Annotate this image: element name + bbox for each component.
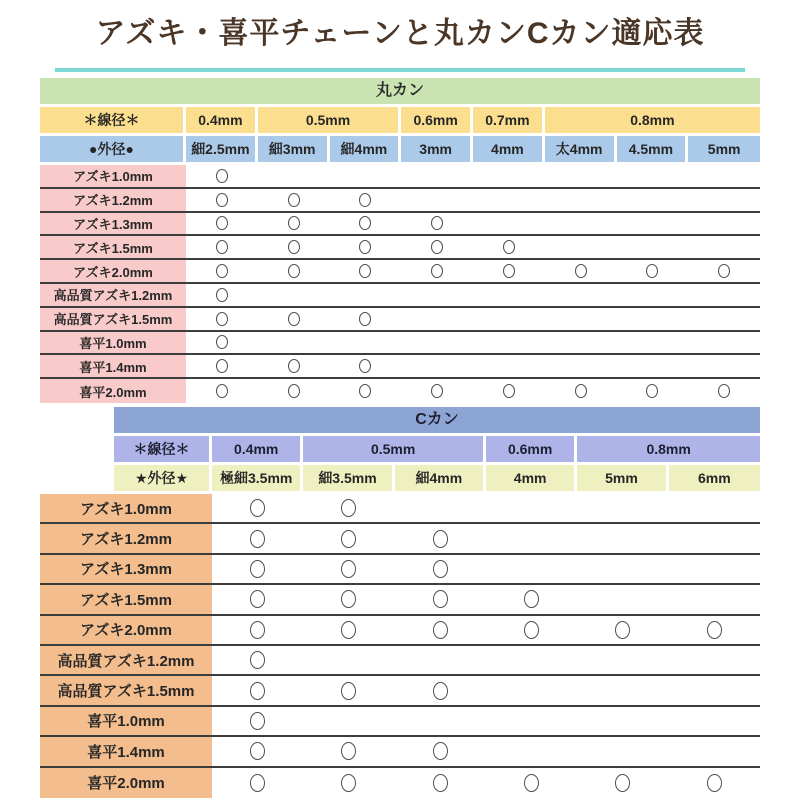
- compat-cell-1-0: [212, 524, 303, 552]
- compat-mark-circle: [250, 774, 265, 792]
- c-outer-diameter-cell-3: 4mm: [486, 465, 577, 491]
- compat-cell-1-4: [577, 524, 668, 552]
- c-kan-table-title: Cカン: [114, 407, 760, 433]
- compat-mark-circle: [718, 264, 730, 278]
- compat-cell-4-3: [486, 616, 577, 644]
- compat-mark-circle: [431, 240, 443, 254]
- compat-mark-circle: [503, 264, 515, 278]
- chain-row-label: アズキ1.5mm: [40, 236, 186, 258]
- compat-mark-circle: [433, 774, 448, 792]
- compat-mark-circle: [359, 216, 371, 230]
- compat-mark-circle: [288, 216, 300, 230]
- maru-wire-diameter-cell-3: 0.7mm: [473, 107, 545, 133]
- compat-cell-0-2: [395, 494, 486, 522]
- compat-cell-4-0: [212, 616, 303, 644]
- compat-mark-circle: [431, 216, 443, 230]
- compat-cell-8-3: [486, 737, 577, 765]
- compat-mark-circle: [433, 530, 448, 548]
- compat-cell-1-3: [486, 524, 577, 552]
- compat-cell-0-5: [669, 494, 760, 522]
- maru-outer-diameter-cell-0: 細2.5mm: [186, 136, 258, 162]
- maru-wire-diameter-row: [40, 107, 760, 133]
- chain-row: [40, 284, 760, 308]
- compat-cell-2-1: [258, 213, 330, 235]
- compat-mark-circle: [359, 240, 371, 254]
- chain-row: [40, 737, 760, 767]
- chain-row-label: 高品質アズキ1.5mm: [40, 676, 212, 704]
- c-outer-diameter-cell-1: 細3.5mm: [303, 465, 394, 491]
- maru-outer-diameter-cell-5: 太4mm: [545, 136, 617, 162]
- compat-cell-1-4: [473, 189, 545, 211]
- chain-row: [40, 213, 760, 237]
- chain-row: [40, 707, 760, 737]
- compat-mark-circle: [288, 193, 300, 207]
- compat-mark-circle: [250, 560, 265, 578]
- compat-cell-3-1: [303, 585, 394, 613]
- chain-row-label: アズキ2.0mm: [40, 260, 186, 282]
- compat-mark-circle: [250, 621, 265, 639]
- compat-cell-4-5: [669, 616, 760, 644]
- maru-wire-diameter-cell-4: 0.8mm: [545, 107, 760, 133]
- maru-kan-table: [40, 78, 760, 403]
- compat-cell-9-3: [486, 768, 577, 798]
- compat-cell-7-3: [401, 332, 473, 354]
- compat-cell-7-3: [486, 707, 577, 735]
- compat-cell-0-7: [688, 165, 760, 187]
- compat-cell-7-1: [258, 332, 330, 354]
- compat-cell-6-2: [395, 676, 486, 704]
- compat-mark-circle: [341, 590, 356, 608]
- compat-cell-9-7: [688, 379, 760, 403]
- compat-mark-circle: [524, 774, 539, 792]
- compat-cell-5-6: [617, 284, 689, 306]
- maru-outer-diameter-cell-2: 細4mm: [330, 136, 402, 162]
- compat-cell-8-5: [545, 355, 617, 377]
- compat-mark-circle: [575, 264, 587, 278]
- c-table-body: [40, 494, 760, 798]
- compat-cell-1-3: [401, 189, 473, 211]
- compat-cell-0-5: [545, 165, 617, 187]
- c-outer-diameter-cell-2: 細4mm: [395, 465, 486, 491]
- compat-cell-4-6: [617, 260, 689, 282]
- compat-cell-2-0: [212, 555, 303, 583]
- compat-cell-6-0: [186, 308, 258, 330]
- compat-cell-7-1: [303, 707, 394, 735]
- compat-cell-9-3: [401, 379, 473, 403]
- compat-cell-8-6: [617, 355, 689, 377]
- compat-cell-7-4: [473, 332, 545, 354]
- maru-outer-diameter-row: [40, 136, 760, 162]
- c-wire-diameter-cell-1: 0.5mm: [303, 436, 486, 462]
- compat-cell-9-5: [669, 768, 760, 798]
- compat-mark-circle: [341, 774, 356, 792]
- maru-table-body: [40, 165, 760, 403]
- title-underline: [55, 68, 745, 72]
- compat-mark-circle: [524, 621, 539, 639]
- compat-cell-5-3: [401, 284, 473, 306]
- compat-mark-circle: [575, 384, 587, 398]
- compat-cell-1-5: [669, 524, 760, 552]
- compat-cell-7-7: [688, 332, 760, 354]
- chain-row: [40, 379, 760, 403]
- chain-row-label: 喜平1.0mm: [40, 332, 186, 354]
- compat-cell-2-3: [401, 213, 473, 235]
- c-wire-diameter-cell-0: 0.4mm: [212, 436, 303, 462]
- chain-row-label: 喜平2.0mm: [40, 379, 186, 403]
- c-outer-diameter-cell-0: 極細3.5mm: [212, 465, 303, 491]
- compat-cell-5-1: [303, 646, 394, 674]
- c-outer-diameter-row: [114, 465, 760, 491]
- compat-cell-2-3: [486, 555, 577, 583]
- compat-mark-circle: [288, 240, 300, 254]
- maru-wire-diameter-cell-1: 0.5mm: [258, 107, 402, 133]
- compat-cell-2-7: [688, 213, 760, 235]
- compat-mark-circle: [341, 499, 356, 517]
- compat-cell-6-6: [617, 308, 689, 330]
- compat-cell-4-1: [303, 616, 394, 644]
- compat-cell-1-2: [395, 524, 486, 552]
- compat-cell-3-5: [669, 585, 760, 613]
- compat-cell-8-3: [401, 355, 473, 377]
- compat-cell-5-5: [669, 646, 760, 674]
- compat-cell-6-3: [401, 308, 473, 330]
- compat-cell-0-0: [186, 165, 258, 187]
- chain-row: [40, 236, 760, 260]
- chain-row: [40, 355, 760, 379]
- compat-mark-circle: [341, 560, 356, 578]
- compat-cell-5-0: [186, 284, 258, 306]
- compat-mark-circle: [250, 651, 265, 669]
- compat-mark-circle: [615, 621, 630, 639]
- compat-cell-9-4: [577, 768, 668, 798]
- compat-cell-7-5: [545, 332, 617, 354]
- c-wire-diameter-row: [114, 436, 760, 462]
- compat-cell-3-2: [395, 585, 486, 613]
- compat-cell-7-5: [669, 707, 760, 735]
- compat-mark-circle: [216, 312, 228, 326]
- compat-cell-3-5: [545, 236, 617, 258]
- c-wire-diameter-cell-2: 0.6mm: [486, 436, 577, 462]
- compat-mark-circle: [216, 240, 228, 254]
- compat-cell-6-1: [303, 676, 394, 704]
- compat-cell-4-4: [577, 616, 668, 644]
- compat-cell-6-4: [577, 676, 668, 704]
- compat-cell-9-4: [473, 379, 545, 403]
- compat-mark-circle: [216, 264, 228, 278]
- compat-mark-circle: [341, 621, 356, 639]
- compat-cell-6-5: [545, 308, 617, 330]
- chain-row: [40, 646, 760, 676]
- compat-mark-circle: [250, 499, 265, 517]
- compat-cell-3-2: [330, 236, 402, 258]
- compat-cell-1-0: [186, 189, 258, 211]
- chain-row-label: 高品質アズキ1.2mm: [40, 284, 186, 306]
- compat-cell-3-4: [473, 236, 545, 258]
- c-kan-table: [40, 407, 760, 798]
- compat-mark-circle: [216, 384, 228, 398]
- compat-cell-1-6: [617, 189, 689, 211]
- compat-mark-circle: [341, 682, 356, 700]
- compat-cell-5-4: [473, 284, 545, 306]
- compat-cell-4-0: [186, 260, 258, 282]
- compat-cell-8-1: [303, 737, 394, 765]
- compat-mark-circle: [250, 742, 265, 760]
- compat-cell-0-0: [212, 494, 303, 522]
- compat-mark-circle: [359, 312, 371, 326]
- chain-row: [40, 555, 760, 585]
- compat-cell-4-5: [545, 260, 617, 282]
- compat-cell-3-3: [401, 236, 473, 258]
- chain-row-label: アズキ1.2mm: [40, 189, 186, 211]
- compat-cell-2-2: [330, 213, 402, 235]
- compat-cell-1-1: [258, 189, 330, 211]
- compat-mark-circle: [646, 384, 658, 398]
- maru-outer-diameter-cell-4: 4mm: [473, 136, 545, 162]
- compat-cell-5-3: [486, 646, 577, 674]
- c-wire-diameter-cell-3: 0.8mm: [577, 436, 760, 462]
- compat-cell-8-2: [395, 737, 486, 765]
- chain-row-label: 喜平2.0mm: [40, 768, 212, 798]
- compat-cell-6-3: [486, 676, 577, 704]
- compat-cell-2-5: [545, 213, 617, 235]
- maru-wire-diameter-label: ＊線径＊: [40, 107, 186, 133]
- compat-mark-circle: [433, 742, 448, 760]
- compat-cell-0-1: [258, 165, 330, 187]
- compat-cell-5-2: [330, 284, 402, 306]
- compat-cell-3-0: [186, 236, 258, 258]
- chain-row: [40, 585, 760, 615]
- compat-cell-1-1: [303, 524, 394, 552]
- chain-row: [40, 165, 760, 189]
- compat-cell-2-6: [617, 213, 689, 235]
- compat-cell-3-3: [486, 585, 577, 613]
- compat-cell-3-0: [212, 585, 303, 613]
- compat-cell-7-6: [617, 332, 689, 354]
- compat-cell-6-5: [669, 676, 760, 704]
- c-outer-diameter-cell-4: 5mm: [577, 465, 668, 491]
- maru-wire-diameter-cell-0: 0.4mm: [186, 107, 258, 133]
- maru-wire-diameter-cell-2: 0.6mm: [401, 107, 473, 133]
- chain-row-label: 喜平1.4mm: [40, 737, 212, 765]
- compat-cell-8-0: [186, 355, 258, 377]
- compat-mark-circle: [615, 774, 630, 792]
- compat-cell-5-7: [688, 284, 760, 306]
- compat-cell-8-7: [688, 355, 760, 377]
- compat-cell-2-1: [303, 555, 394, 583]
- compat-cell-9-0: [212, 768, 303, 798]
- compat-cell-1-7: [688, 189, 760, 211]
- compat-cell-7-0: [186, 332, 258, 354]
- compat-mark-circle: [431, 264, 443, 278]
- compat-cell-0-4: [473, 165, 545, 187]
- chain-row-label: アズキ1.3mm: [40, 555, 212, 583]
- maru-kan-table-title: 丸カン: [40, 78, 760, 104]
- chain-row-label: アズキ1.2mm: [40, 524, 212, 552]
- compat-cell-0-6: [617, 165, 689, 187]
- chain-row: [40, 332, 760, 356]
- compat-cell-4-2: [395, 616, 486, 644]
- compat-mark-circle: [431, 384, 443, 398]
- compat-cell-8-0: [212, 737, 303, 765]
- compat-mark-circle: [718, 384, 730, 398]
- compat-cell-9-0: [186, 379, 258, 403]
- c-wire-diameter-label: ＊線径＊: [114, 436, 212, 462]
- chain-row-label: アズキ1.0mm: [40, 165, 186, 187]
- compat-cell-9-5: [545, 379, 617, 403]
- compat-cell-3-4: [577, 585, 668, 613]
- compat-mark-circle: [216, 193, 228, 207]
- compat-cell-2-5: [669, 555, 760, 583]
- compat-mark-circle: [433, 621, 448, 639]
- chain-row: [40, 676, 760, 706]
- chain-row: [40, 189, 760, 213]
- chain-row-label: アズキ1.5mm: [40, 585, 212, 613]
- compat-cell-9-2: [330, 379, 402, 403]
- chain-row-label: アズキ1.0mm: [40, 494, 212, 522]
- chain-row-label: 喜平1.4mm: [40, 355, 186, 377]
- maru-outer-diameter-cell-6: 4.5mm: [617, 136, 689, 162]
- compat-cell-1-5: [545, 189, 617, 211]
- compat-cell-0-2: [330, 165, 402, 187]
- compat-cell-2-4: [577, 555, 668, 583]
- compat-cell-5-4: [577, 646, 668, 674]
- compat-mark-circle: [288, 264, 300, 278]
- chain-row-label: 高品質アズキ1.2mm: [40, 646, 212, 674]
- compat-cell-6-2: [330, 308, 402, 330]
- compat-cell-8-4: [577, 737, 668, 765]
- maru-outer-diameter-cell-7: 5mm: [688, 136, 760, 162]
- chain-row: [40, 524, 760, 554]
- compat-mark-circle: [288, 359, 300, 373]
- compat-mark-circle: [288, 384, 300, 398]
- compat-mark-circle: [216, 169, 228, 183]
- compat-cell-7-2: [330, 332, 402, 354]
- compat-mark-circle: [288, 312, 300, 326]
- compat-cell-6-7: [688, 308, 760, 330]
- compat-cell-9-1: [258, 379, 330, 403]
- chain-row: [40, 308, 760, 332]
- compat-cell-9-1: [303, 768, 394, 798]
- chain-row-label: アズキ1.3mm: [40, 213, 186, 235]
- compat-cell-8-4: [473, 355, 545, 377]
- compat-cell-7-0: [212, 707, 303, 735]
- compat-mark-circle: [433, 560, 448, 578]
- compat-cell-8-1: [258, 355, 330, 377]
- compat-mark-circle: [250, 682, 265, 700]
- compat-cell-2-4: [473, 213, 545, 235]
- maru-outer-diameter-label: ●外径●: [40, 136, 186, 162]
- compat-mark-circle: [707, 621, 722, 639]
- compat-mark-circle: [503, 384, 515, 398]
- compat-cell-2-2: [395, 555, 486, 583]
- c-outer-diameter-cell-5: 6mm: [669, 465, 760, 491]
- maru-outer-diameter-cell-3: 3mm: [401, 136, 473, 162]
- compat-mark-circle: [341, 742, 356, 760]
- compat-cell-8-2: [330, 355, 402, 377]
- chain-row: [40, 616, 760, 646]
- compat-mark-circle: [433, 682, 448, 700]
- chain-row: [40, 768, 760, 798]
- compat-cell-7-4: [577, 707, 668, 735]
- compat-cell-6-4: [473, 308, 545, 330]
- compat-cell-6-0: [212, 676, 303, 704]
- c-outer-diameter-label: ★外径★: [114, 465, 212, 491]
- compat-cell-4-1: [258, 260, 330, 282]
- compat-cell-4-2: [330, 260, 402, 282]
- compat-mark-circle: [503, 240, 515, 254]
- chain-row: [40, 260, 760, 284]
- compat-mark-circle: [359, 193, 371, 207]
- page-title: アズキ・喜平チェーンと丸カンCカン適応表: [95, 17, 705, 50]
- compat-cell-1-2: [330, 189, 402, 211]
- compat-cell-9-2: [395, 768, 486, 798]
- compat-mark-circle: [250, 590, 265, 608]
- compat-cell-0-3: [401, 165, 473, 187]
- compat-mark-circle: [359, 359, 371, 373]
- maru-outer-diameter-cell-1: 細3mm: [258, 136, 330, 162]
- compat-cell-0-1: [303, 494, 394, 522]
- compat-mark-circle: [359, 264, 371, 278]
- compat-mark-circle: [216, 288, 228, 302]
- compat-mark-circle: [646, 264, 658, 278]
- compat-mark-circle: [707, 774, 722, 792]
- title-block: [0, 14, 800, 54]
- compat-cell-9-6: [617, 379, 689, 403]
- compat-mark-circle: [250, 712, 265, 730]
- compat-cell-7-2: [395, 707, 486, 735]
- chain-row-label: 高品質アズキ1.5mm: [40, 308, 186, 330]
- compat-mark-circle: [216, 335, 228, 349]
- compat-cell-3-1: [258, 236, 330, 258]
- compat-mark-circle: [359, 384, 371, 398]
- compat-cell-6-1: [258, 308, 330, 330]
- compat-cell-4-3: [401, 260, 473, 282]
- compat-mark-circle: [524, 590, 539, 608]
- compat-cell-3-6: [617, 236, 689, 258]
- chain-row: [40, 494, 760, 524]
- chain-row-label: アズキ2.0mm: [40, 616, 212, 644]
- compat-mark-circle: [341, 530, 356, 548]
- compat-cell-5-1: [258, 284, 330, 306]
- compat-mark-circle: [216, 216, 228, 230]
- compat-cell-3-7: [688, 236, 760, 258]
- compat-mark-circle: [250, 530, 265, 548]
- compat-cell-4-4: [473, 260, 545, 282]
- compat-cell-5-2: [395, 646, 486, 674]
- compat-mark-circle: [216, 359, 228, 373]
- compat-cell-5-5: [545, 284, 617, 306]
- compat-cell-0-3: [486, 494, 577, 522]
- compat-mark-circle: [433, 590, 448, 608]
- compat-cell-5-0: [212, 646, 303, 674]
- chain-row-label: 喜平1.0mm: [40, 707, 212, 735]
- compat-cell-4-7: [688, 260, 760, 282]
- compat-cell-2-0: [186, 213, 258, 235]
- compat-cell-0-4: [577, 494, 668, 522]
- compat-cell-8-5: [669, 737, 760, 765]
